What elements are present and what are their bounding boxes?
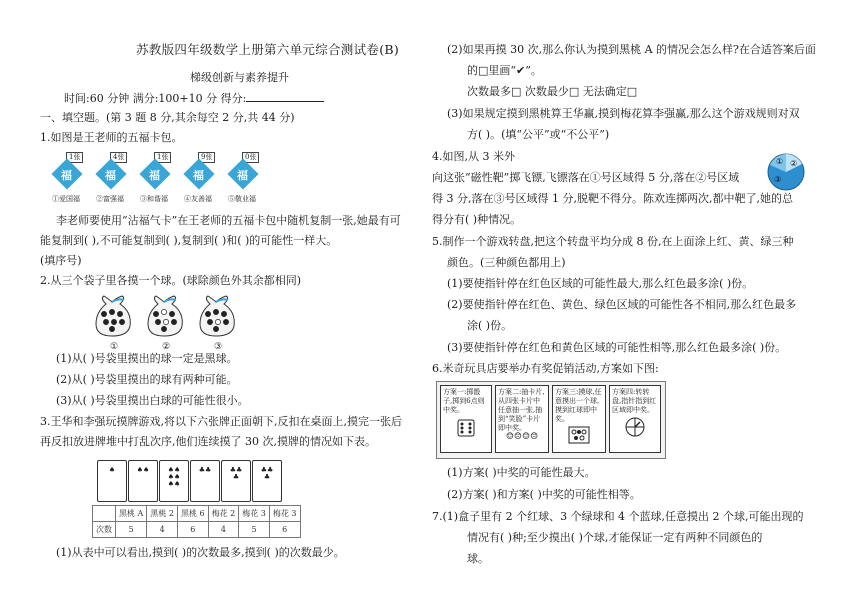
playing-card xyxy=(221,460,251,502)
fu-card-glyph: 福 xyxy=(149,169,160,182)
table-header-cell: 黑桃 A xyxy=(116,506,147,522)
card-pips: ♣♣ ♣ xyxy=(229,466,243,481)
q3-a: (1)从表中可以看出,摸到( )的次数最多,摸到( )的次数最少。 xyxy=(56,546,345,559)
fu-card xyxy=(140,152,178,206)
q5-line2: 颜色。(三种颜色都用上) xyxy=(447,256,566,269)
table-cell: 5 xyxy=(116,522,147,538)
plan-1-text: 方案一:掷骰子,掷到6点则中奖。 xyxy=(443,388,485,414)
q4-line3: 得 3 分,落在③号区域得 1 分,脱靶不得分。陈欢连掷两次,都中靶了,她的总 xyxy=(432,192,793,205)
fu-card-label: ①爱国福 xyxy=(52,195,80,203)
fu-card-count: 1张 xyxy=(66,152,83,163)
fu-card-glyph: 福 xyxy=(193,169,204,182)
q4-line1: 4.如图,从 3 米外 xyxy=(432,150,515,163)
q3-options: 次数最多□ 次数最少□ 无法确定□ xyxy=(467,85,638,98)
q3-b2: 的□里画“✔”。 xyxy=(467,64,542,77)
table-header-cell: 梅花 3 xyxy=(269,506,300,522)
ball-bag xyxy=(92,294,136,352)
q6-a: (1)方案( )中奖的可能性最大。 xyxy=(447,466,596,479)
plan-2-text: 方案二:抽卡片,从四张卡片中任意抽一张,抽到“笑脸”卡片即中奖。 xyxy=(498,388,545,432)
playing-card xyxy=(190,460,220,502)
fu-card xyxy=(184,152,222,206)
q3-line1: 3.王华和李强玩摸牌游戏,将以下六张牌正面朝下,反扣在桌面上,摸完一张后 xyxy=(40,415,402,428)
q3-line2: 再反扣放进牌堆中打乱次序,他们连续摸了 30 次,摸牌的情况如下表。 xyxy=(40,435,376,448)
exam-meta-text: 时间:60 分钟 满分:100+10 分 得分: xyxy=(64,92,247,105)
table-header-cell: 黑桃 2 xyxy=(147,506,178,522)
q2-b: (2)从( )号袋里摸出的球有两种可能。 xyxy=(56,373,238,386)
playing-card xyxy=(159,460,189,502)
promo-plans xyxy=(436,381,666,459)
target-label-1: ① xyxy=(776,157,784,166)
table-row-label: 次数 xyxy=(93,522,116,538)
fu-card-label: ⑤敬业福 xyxy=(228,195,256,203)
card-pips: ♠♠ xyxy=(136,466,150,474)
playing-card xyxy=(252,460,282,502)
dart-target xyxy=(766,152,806,192)
playing-card xyxy=(128,460,158,502)
count-table xyxy=(92,505,301,538)
playing-card xyxy=(97,460,127,502)
fu-card xyxy=(96,152,134,206)
q6-b: (2)方案( )和方案( )中奖的可能性相等。 xyxy=(447,488,641,501)
table-header-cell: 梅花 3 xyxy=(239,506,270,522)
card-pips: ♠♠ ♠♠ ♠♠ xyxy=(167,466,181,488)
score-blank xyxy=(246,90,324,102)
bag-label: ② xyxy=(161,342,171,352)
q3-c2: 方( )。(填“公平”或“不公平”) xyxy=(467,128,610,141)
count-table-wrap xyxy=(92,505,301,538)
fu-card-label: ②富强福 xyxy=(96,195,124,203)
q4-line4: 得分有( )种情况。 xyxy=(432,213,522,226)
table-header-cell: 黑桃 6 xyxy=(177,506,208,522)
plan-2 xyxy=(495,385,549,453)
bag-icon xyxy=(196,294,240,338)
table-cell: 4 xyxy=(147,522,178,538)
card-pips: ♣♣ ♣ xyxy=(260,466,274,481)
bag-label: ③ xyxy=(213,342,223,352)
table-header-cell: 梅花 2 xyxy=(208,506,239,522)
q1-stem: 1.如图是王老师的五福卡包。 xyxy=(40,131,183,144)
card-pips: ♣♣ xyxy=(198,466,212,474)
q5-b1: (2)要使指针停在红色、黄色、绿色区域的可能性各不相同,那么红色最多 xyxy=(447,298,797,311)
q5-line1: 5.制作一个游戏转盘,把这个转盘平均分成 8 份,在上面涂上红、黄、绿三种 xyxy=(432,235,794,248)
fu-card-count: 9张 xyxy=(198,152,215,163)
target-label-2: ② xyxy=(790,159,798,168)
exam-meta xyxy=(64,90,324,106)
q7-line2: 情况有( )种;至少摸出( )个球,才能保证一定有两种不同颜色的 xyxy=(467,531,763,544)
target-label-3: ③ xyxy=(774,175,782,184)
ball-box-icon xyxy=(568,426,590,444)
fu-card-glyph: 福 xyxy=(61,169,72,182)
table-cell: 6 xyxy=(269,522,300,538)
q5-b2: 涂( )份。 xyxy=(467,319,513,332)
ball-bag xyxy=(196,294,240,352)
table-cell: 5 xyxy=(239,522,270,538)
q6-stem: 6.米奇玩具店要举办有奖促销活动,方案如下图: xyxy=(432,362,659,375)
fu-card-count: 1张 xyxy=(154,152,171,163)
q2-stem: 2.从三个袋子里各摸一个球。(球除颜色外其余都相同) xyxy=(40,274,302,287)
table-cell: 4 xyxy=(208,522,239,538)
page-subtitle: 梯级创新与素养提升 xyxy=(190,71,289,84)
q1-line1: 李老师要使用“沾福气卡”在王老师的五福卡包中随机复制一张,她最有可 xyxy=(56,214,401,227)
q7-line1: 7.(1)盒子里有 2 个红球、3 个绿球和 4 个蓝球,任意摸出 2 个球,可能出现的 xyxy=(432,510,804,523)
plan-4-text: 方案四:转转盘,指针指到红区域即中奖。 xyxy=(612,388,657,414)
bag-icon xyxy=(92,294,136,338)
q2-c: (3)从( )号袋里摸出白球的可能性很小。 xyxy=(56,394,249,407)
q3-b1: (2)如果再摸 30 次,那么你认为摸到黑桃 A 的情况会怎么样?在合适答案后面 xyxy=(447,43,816,56)
card-pips: ♠ xyxy=(108,466,116,474)
q3-c1: (3)如果规定摸到黑桃算王华赢,摸到梅花算李强赢,那么这个游戏规则对双 xyxy=(447,107,800,120)
q2-a: (1)从( )号袋里摸出的球一定是黑球。 xyxy=(56,352,238,365)
page-title: 苏教版四年级数学上册第六单元综合测试卷(B) xyxy=(136,42,400,57)
table-cell: 6 xyxy=(177,522,208,538)
q5-c: (3)要使指针停在红色和黄色区域的可能性相等,那么红色最多涂( )份。 xyxy=(447,341,787,354)
bag-label: ① xyxy=(109,342,119,352)
ball-bag xyxy=(144,294,188,352)
bag-icon xyxy=(144,294,188,338)
plan-3-text: 方案三:摸球,任意摸出一个球,摸到红球即中奖。 xyxy=(555,388,602,423)
fu-card-glyph: 福 xyxy=(237,169,248,182)
fu-card-count: 0张 xyxy=(242,152,259,163)
spinner-icon xyxy=(625,417,645,437)
plan-1 xyxy=(440,385,492,453)
q1-line3: (填序号) xyxy=(40,254,82,267)
smiley-cards-icon: ☺☹☺☹ xyxy=(505,432,539,442)
fu-card-glyph: 福 xyxy=(105,169,116,182)
plan-4 xyxy=(609,385,661,453)
fu-card xyxy=(228,152,266,206)
fu-card-count: 4张 xyxy=(110,152,127,163)
q1-line2: 能复制到( ),不可能复制到( ),复制到( )和( )的可能性一样大。 xyxy=(40,234,338,247)
fu-card-label: ③和谐福 xyxy=(140,195,168,203)
fu-card-label: ④友善福 xyxy=(184,195,212,203)
plan-3 xyxy=(552,385,606,453)
fu-card xyxy=(52,152,90,206)
dice-icon xyxy=(457,419,475,437)
q7-line3: 球。 xyxy=(467,552,489,565)
q5-a: (1)要使指针停在红色区域的可能性最大,那么红色最多涂( )份。 xyxy=(447,277,754,290)
section-heading: 一、填空题。(第 3 题 8 分,其余每空 2 分,共 44 分) xyxy=(40,111,295,124)
q4-line2: 向这张“磁性靶”掷飞镖,飞镖落在①号区域得 5 分,落在②号区域 xyxy=(432,171,740,184)
table-header-cell xyxy=(93,506,116,522)
